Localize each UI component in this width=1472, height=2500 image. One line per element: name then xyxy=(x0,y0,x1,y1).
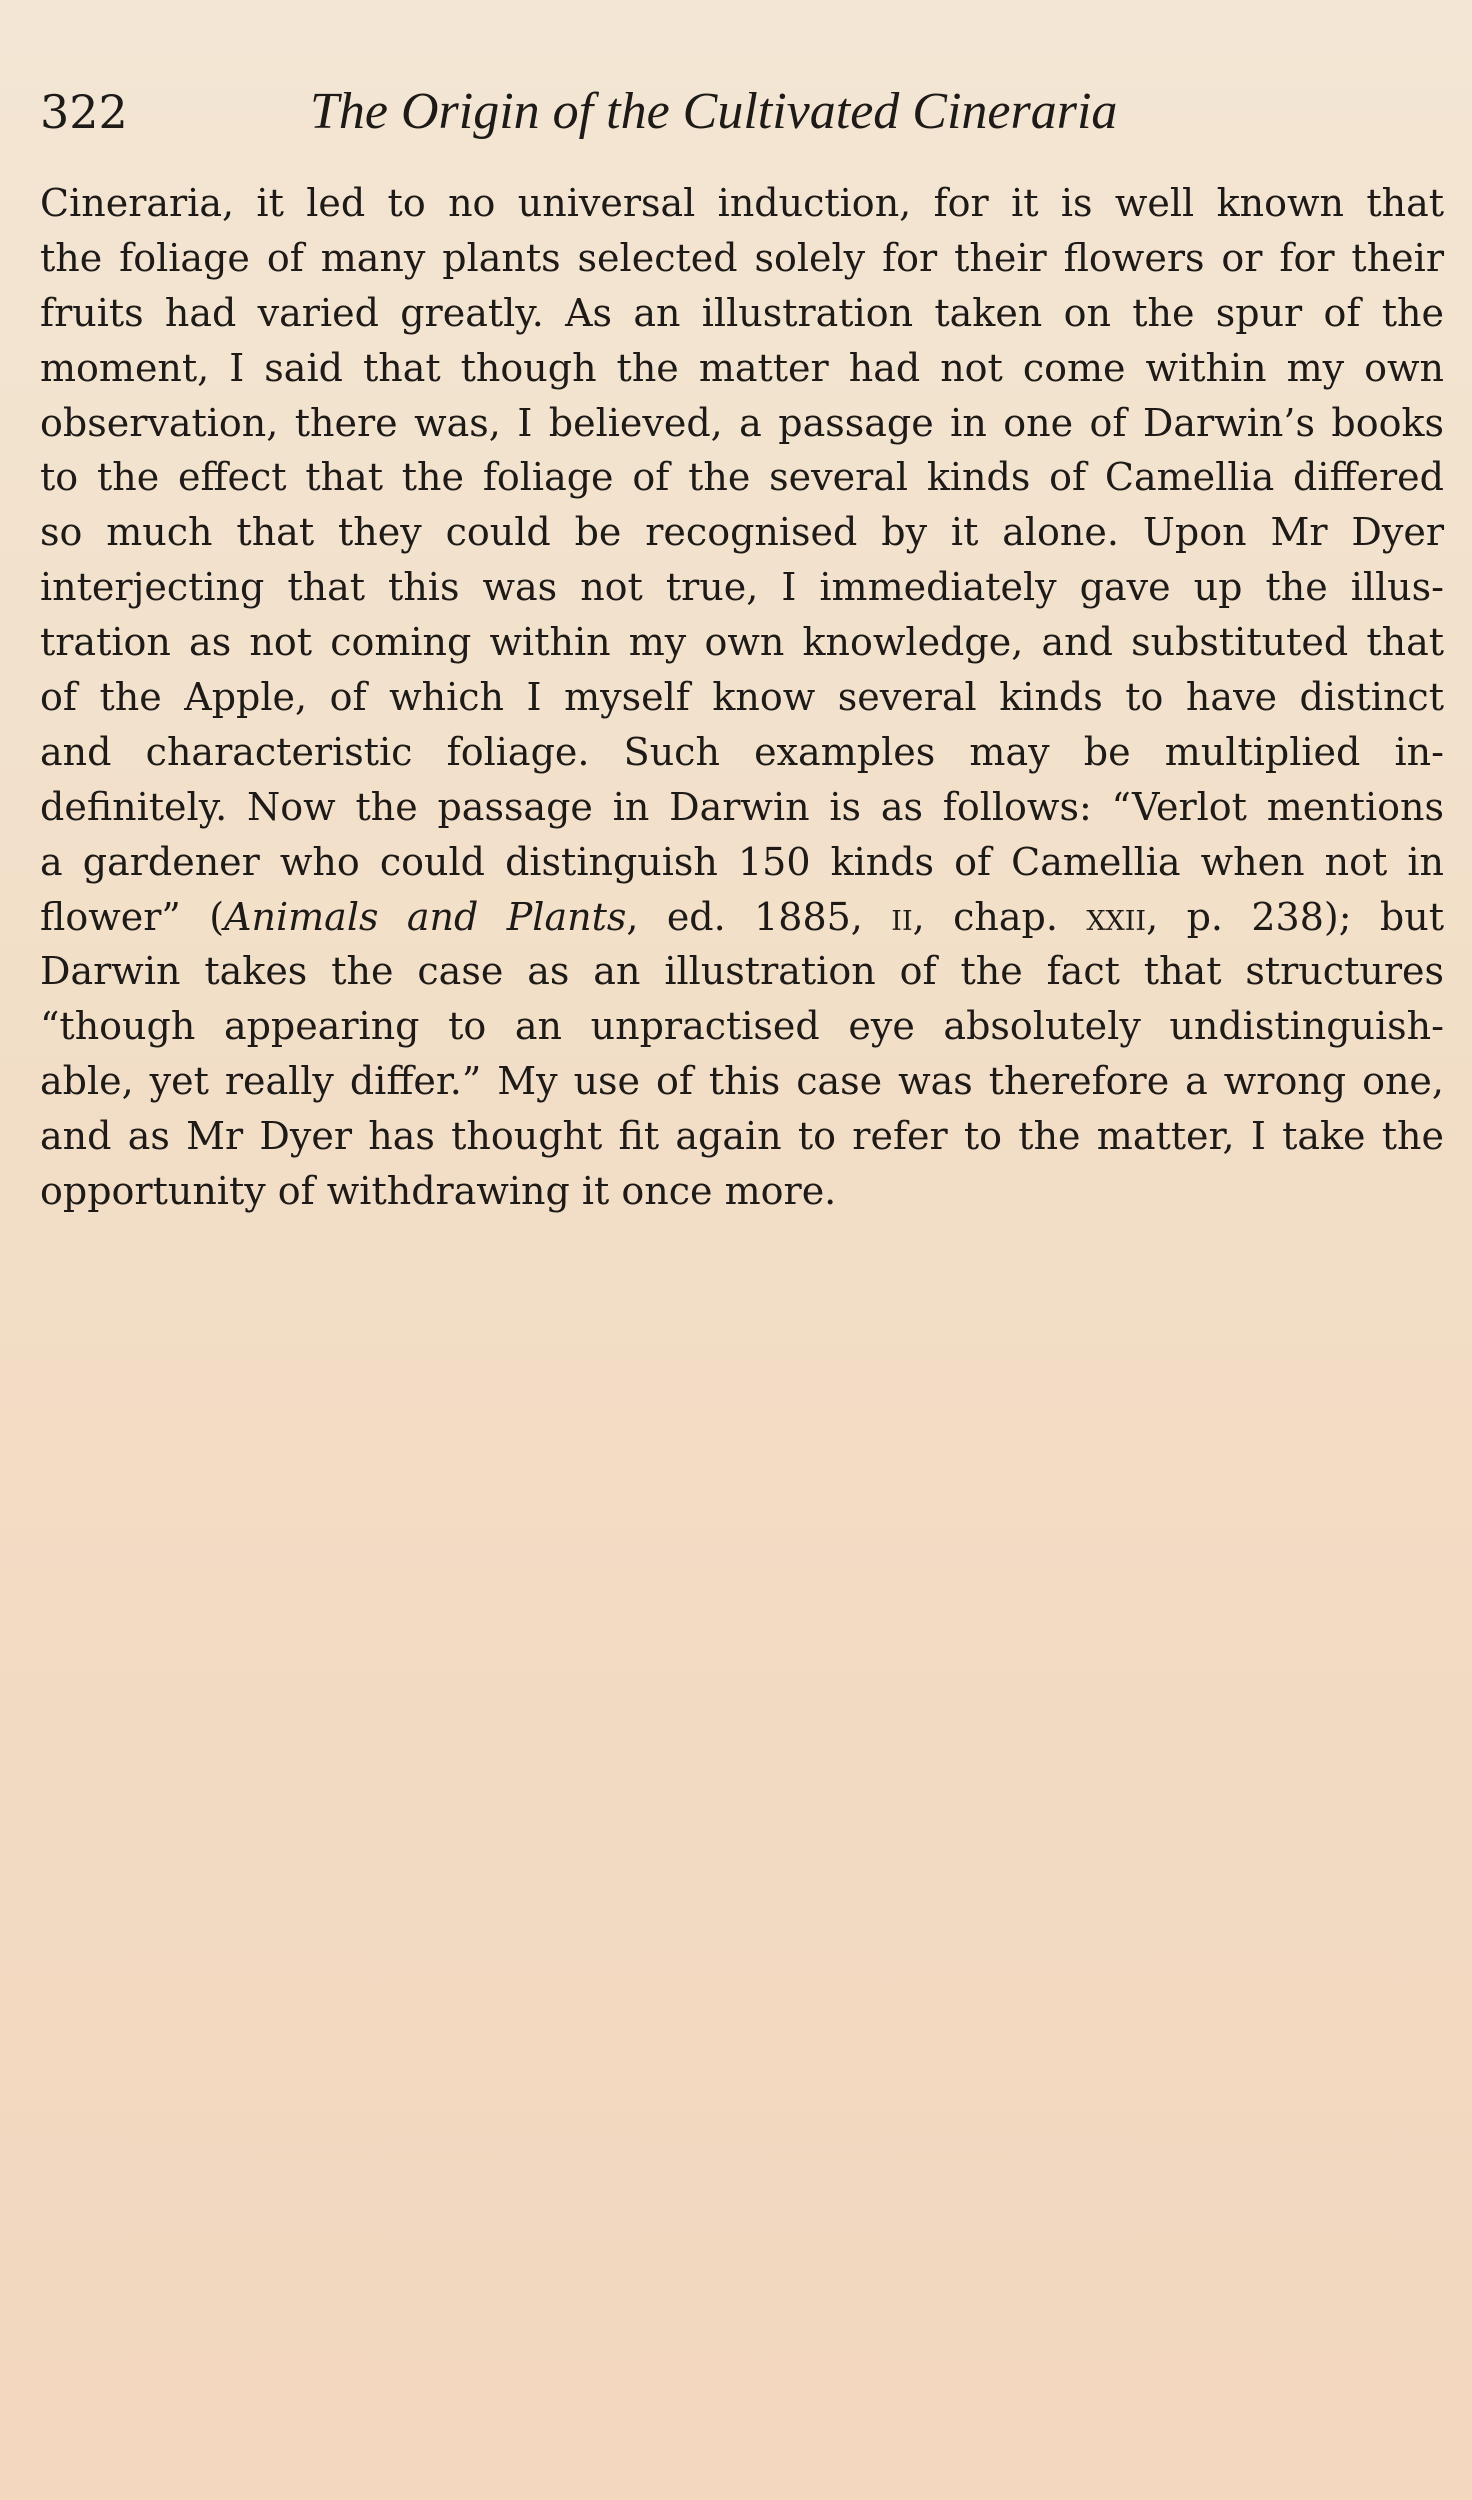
citation-chap-prefix: , chap. xyxy=(912,894,1087,939)
book-title: Animals and Plants xyxy=(224,894,627,939)
text-line: and characteristic foliage. Such examples may be multiplied in- xyxy=(40,729,1444,774)
page-number: 322 xyxy=(40,85,128,139)
running-head xyxy=(40,82,1440,142)
text-line: fruits had varied greatly. As an illustration taken on the spur of the xyxy=(40,290,1444,335)
text-line-citation xyxy=(40,890,1444,945)
text-line: able, yet really differ.” My use of this case was therefore a wrong one, xyxy=(40,1059,1444,1104)
text-line: of the Apple, of which I myself know several kinds to have distinct xyxy=(40,675,1444,720)
text-line: a gardener who could distinguish 150 kinds of Camellia when not in xyxy=(40,839,1444,884)
text-line: Darwin takes the case as an illustration of the fact that structures xyxy=(40,949,1444,994)
volume-number: ii xyxy=(891,894,913,939)
text-line: the foliage of many plants selected solely for their flowers or for their xyxy=(40,235,1444,280)
citation-prefix: flower” ( xyxy=(40,894,225,939)
text-line: interjecting that this was not true, I immediately gave up the illus- xyxy=(40,565,1444,610)
text-line: opportunity of withdrawing it once more. xyxy=(40,1169,837,1214)
text-line: definitely. Now the passage in Darwin is as follows: “Verlot mentions xyxy=(40,784,1444,829)
text-line: tration as not coming within my own knowledge, and substituted that xyxy=(40,620,1444,665)
text-line: to the effect that the foliage of the several kinds of Camellia differed xyxy=(40,455,1444,500)
chapter-number: xxii xyxy=(1086,894,1147,939)
citation-edition: , ed. 1885, xyxy=(626,894,892,939)
text-line: “though appearing to an unpractised eye absolutely undistinguish- xyxy=(40,1004,1444,1049)
citation-suffix: , p. 238); but xyxy=(1146,894,1445,939)
text-line: and as Mr Dyer has thought fit again to refer to the matter, I take the xyxy=(40,1114,1444,1159)
text-line: observation, there was, I believed, a passage in one of Darwin’s books xyxy=(40,400,1444,445)
text-line: moment, I said that though the matter had not come within my own xyxy=(40,345,1444,390)
text-line: so much that they could be recognised by it alone. Upon Mr Dyer xyxy=(40,510,1444,555)
running-title: The Origin of the Cultivated Cineraria xyxy=(310,83,1118,140)
body-paragraph xyxy=(40,176,1444,1219)
text-line: Cineraria, it led to no universal induction, for it is well known that xyxy=(40,181,1444,225)
